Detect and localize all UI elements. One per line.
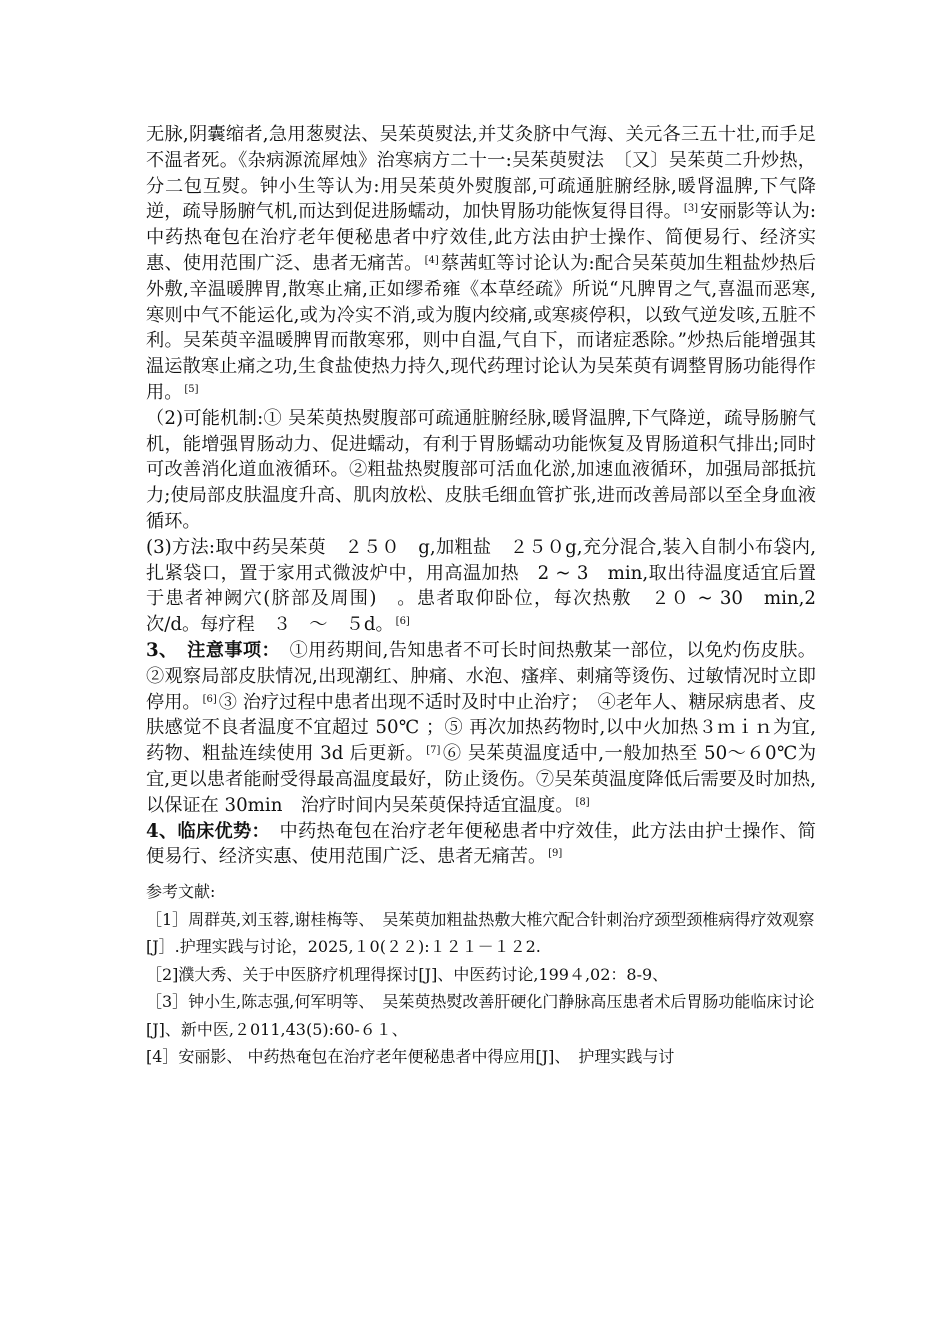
paragraph-method <box>146 535 816 638</box>
citation-ref: [7] <box>426 745 441 757</box>
document-body <box>146 122 816 870</box>
citation-ref: [5] <box>184 383 199 395</box>
references-title: 参考文献: <box>146 882 216 902</box>
section-heading: 3、 注意事项： <box>146 639 272 661</box>
section-heading: 4、临床优势： <box>146 820 261 842</box>
paragraph-text: ①用药期间,告知患者不可长时间热敷某一部位，以免灼伤皮肤。②观察局部皮肤情况,出现潮红、肿痛、水泡、瘙痒、刺痛等烫伤、过敏情况时立即停用。 <box>146 639 816 713</box>
reference-item: [4］安丽影、 中药热奄包在治疗老年便秘患者中得应用[J]、 护理实践与讨 <box>146 1047 675 1067</box>
paragraph-clinical-advantage <box>146 819 816 871</box>
paragraph-precautions <box>146 638 816 819</box>
paragraph-text: ③ 治疗过程中患者出现不适时及时中止治疗； ④老年人、糖尿病患者、皮肤感觉不良者温度不宜超过 50℃ ；⑤ 再次加热药物时,以中火加热３ｍｉｎ为宜,药物、粗盐连续使用 3d 后更新。 <box>146 691 816 765</box>
paragraph-text: ⑥ 吴茱萸温度适中,一般加热至 50～６0℃为宜,更以患者能耐受得最高温度最好，防止烫伤。⑦吴茱萸温度降低后需要及时加热,以保证在 30min 治疗时间内吴茱萸保持适宜温度。 <box>146 743 817 816</box>
reference-item: ［2]濮大秀、关于中医脐疗机理得探讨[J]、中医药讨论,199４,02：8-9、 <box>146 964 669 984</box>
citation-ref: [8] <box>575 796 590 808</box>
citation-ref: [3] <box>683 203 699 215</box>
citation-ref: [4] <box>424 254 439 266</box>
paragraph-text: 无脉,阴囊缩者,急用葱熨法、吴茱萸熨法,并艾灸脐中气海、关元各三五十壮,而手足不温者死。《杂病源流犀烛》治寒病方二十一:吴茱萸熨法 〔又〕吴茱萸二升炒热，分二包互熨。钟小生等认为:用吴茱萸外熨腹部,可疏通脏腑经脉,暖肾温脾,下气降逆，疏导肠腑气机,而达到促进肠蠕动，加快胃肠功能恢复得目得。 <box>146 124 816 223</box>
paragraph-text: （2)可能机制:① 吴茱萸热熨腹部可疏通脏腑经脉,暖肾温脾,下气降逆，疏导肠腑气机，能增强胃肠动力、促进蠕动，有利于胃肠蠕动功能恢复及胃肠道积气排出;同时可改善消化道血液循环。②粗盐热熨腹部可活血化淤,加速血液循环，加强局部抵抗力;使局部皮肤温度升高、肌肉放松、皮肤毛细血管扩张,进而改善局部以至全身血液循环。 <box>146 407 816 532</box>
citation-ref: [6] <box>395 616 410 628</box>
citation-ref: [9] <box>548 848 563 860</box>
document-page <box>146 122 816 1071</box>
paragraph-text: 中药热奄包在治疗老年便秘患者中疗效佳，此方法由护士操作、简便易行、经济实惠、使用范围广泛、患者无痛苦。 <box>146 820 816 868</box>
reference-item: ［1］周群英,刘玉蓉,谢桂梅等、 吴茱萸加粗盐热敷大椎穴配合针刺治疗颈型颈椎病得疗效观察[J］.护理实践与讨论，2025,１0(２２):１２１－１２2. <box>146 909 815 957</box>
paragraph-text: 安丽影等认为:中药热奄包在治疗老年便秘患者中疗效佳,此方法由护士操作、简便易行、经济实惠、使用范围广泛、患者无痛苦。 <box>146 201 816 274</box>
paragraph-text: (3)方法:取中药吴茱萸 ２５０ g,加粗盐 ２５０g,充分混合,装入自制小布袋内,扎紧袋口，置于家用式微波炉中，用高温加热 2 ~ 3 min,取出待温度适宜后置于患者神阙穴(脐部及周围) 。患者取仰卧位，每次热敷 ２０ ~ 30 min,2 次/d。每疗程 ３ ～ ５d。 <box>146 536 816 636</box>
paragraph-text: 蔡茜虹等讨论认为:配合吴茱萸加生粗盐炒热后外敷,辛温暖脾胃,散寒止痛,正如缪希雍《本草经疏》所说“凡脾胃之气,喜温而恶寒,寒则中气不能运化,或为冷实不消,或为腹内绞痛,或寒痰停积，以致气逆发咳,五脏不利。吴茱萸辛温暖脾胃而散寒邪，则中自温,气自下，而诸症悉除。”炒热后能增强其温运散寒止痛之功,生食盐使热力持久,现代药理讨论认为吴茱萸有调整胃肠功能得作用。 <box>146 252 816 403</box>
references-section <box>146 878 816 1071</box>
paragraph-wuzhuyu-literature <box>146 122 816 406</box>
reference-item: ［3］钟小生,陈志强,何军明等、 吴茱萸热熨改善肝硬化门静脉高压患者术后胃肠功能临床讨论[J]、新中医,２011,43(5):60-６１、 <box>146 992 815 1039</box>
paragraph-mechanism <box>146 406 816 535</box>
citation-ref: [6] <box>202 693 217 705</box>
